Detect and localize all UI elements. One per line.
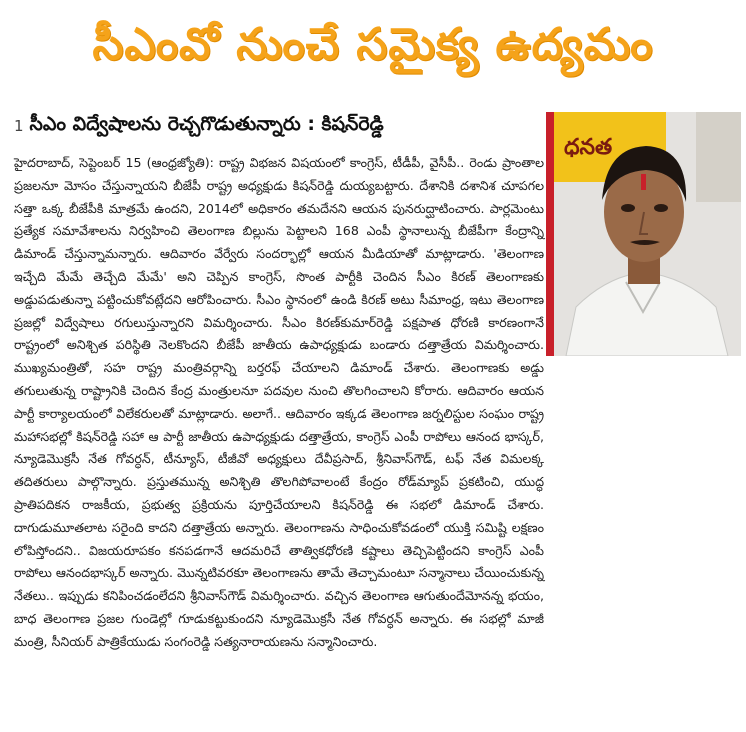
- banner-text: ధనత: [564, 135, 613, 160]
- subheading-number: 1: [14, 117, 24, 135]
- article-body: [14, 152, 544, 654]
- article-headline: సీఎంవో నుంచే సమైక్య ఉద్యమం: [92, 19, 654, 70]
- article-paragraph: హైదరాబాద్‌, సెప్టెంబర్‌ 15 (ఆంధ్రజ్యోతి): రాష్ట్ర విభజన విషయంలో కాంగ్రెస్‌, టీడీపీ, వైసీపీ.. రెండు ప్రాంతాల ప్రజలనూ మోసం చేస్తున్నాయని బీజేపీ రాష్ట్ర అధ్యక్షుడు కిషన్‌రెడ్డి దుయ్యబట్టారు. దేశానికి దశానిశ చూపగల సత్తా ఒక్క బీజేపీకి మాత్రమే ఉందని, 2014లో అధికారం తమదేనని ఆయన పునరుద్ఘాటించారు. పార్లమెంటు ప్రత్యేక సమావేశాలను నిర్వహించి తెలంగాణ బిల్లును పెట్టాలని 168 ఎంపీ స్థానాలున్న బీజేపీగా కేంద్రాన్ని డిమాండ్‌ చేస్తున్నామన్నారు. ఆదివారం వేర్వేరు సందర్భాల్లో ఆయన మీడియాతో మాట్లాడారు. 'తెలంగాణ ఇచ్చేది మేమే తెచ్చేది మేమే' అని చెప్పిన కాంగ్రెస్‌, సొంత పార్టీకి చెందిన సీఎం కిరణ్‌ తెలంగాణకు అడ్డుపడుతున్నా పట్టించుకోవట్లేదని ఆరోపించారు. సీఎం స్థానంలో ఉండి కిరణ్‌ అటు సీమాంధ్ర, ఇటు తెలంగాణ ప్రజల్లో విద్వేషాలు రగులుస్తున్నారని విమర్శించారు. సీఎం కిరణ్‌కుమార్‌రెడ్డి పక్షపాత ధోరణి కారణంగానే రాష్ట్రంలో అనిశ్చిత పరిస్థితి నెలకొందని బీజేపీ జాతీయ ఉపాధ్యక్షుడు బండారు దత్తాత్రేయ విమర్శించారు. ముఖ్యమంత్రితో, సహ రాష్ట్ర మంత్రివర్గాన్ని బర్తరఫ్‌ చేయాలని డిమాండ్‌ చేశారు. తెలంగాణకు అడ్డు తగులుతున్న రాష్ట్రానికి చెందిన కేంద్ర మంత్రులనూ పదవుల నుంచి తొలగించాలని కోరారు. ఆదివారం ఆయన పార్టీ కార్యాలయంలో విలేకరులతో మాట్లాడారు. అలాగే.. ఆదివారం ఇక్కడ తెలంగాణ జర్నలిస్టుల సంఘం రాష్ట్ర మహాసభల్లో కిషన్‌రెడ్డి సహా ఆ పార్టీ జాతీయ ఉపాధ్యక్షుడు దత్తాత్రేయ, కాంగ్రెస్‌ ఎంపీ రాపోలు ఆనంద భాస్కర్‌, న్యూడెమొక్రసీ నేత గోవర్ధన్‌, టీన్యూస్‌, టీజీవో అధ్యక్షులు దేవీప్రసాద్‌, శ్రీనివాస్‌గౌడ్‌, టఫ్‌ నేత విమలక్క తదితరులు పాల్గొన్నారు. ప్రస్తుతమున్న అనిశ్చితి తొలగిపోవాలంటే కేంద్రం రోడ్‌మ్యాప్‌ ప్రకటించి, యుద్ధ ప్రాతిపదికన రాజకీయ, ప్రభుత్వ ప్రక్రియను పూర్తిచేయాలని కిషన్‌రెడ్డి ఈ సభలో డిమాండ్‌ చేశారు. దాగుడుమూతలాట సరైంది కాదని దత్తాత్రేయ అన్నారు. తెలంగాణను సాధించుకోవడంలో యుక్తి సమిష్టి లక్షణం లోపిస్తోందని.. విజయరూపకం కనపడగానే ఆదమరిచే తాత్వికధోరణి కష్టాలు తెచ్చిపెట్టిందని కాంగ్రెస్‌ ఎంపీ రాపోలు ఆనందభాస్కర్‌ అన్నారు. మొన్నటివరకూ తెలంగాణను తామే తెచ్చామంటూ సన్మానాలు చేయించుకున్న నేతలు.. ఇప్పుడు కనిపించడంలేదని శ్రీనివాస్‌గౌడ్‌ విమర్శించారు. వచ్చిన తెలంగాణ ఆగుతుందేమోనన్న భయం, బాధ తెలంగాణ ప్రజల గుండెల్లో గూడుకట్టుకుందని న్యూడెమొక్రసీ నేత గోవర్ధన్‌ అన్నారు. ఈ సభల్లో మాజీ మంత్రి, సీనియర్‌ పాత్రికేయుడు సంగంరెడ్డి సత్యనారాయణను సన్మానించారు.: [14, 155, 544, 649]
- speaker-photo: [546, 112, 741, 356]
- banner-red-strip: [546, 112, 554, 356]
- article-subheading: [14, 108, 539, 144]
- subheading-title: సీఎం విద్వేషాలను రెచ్చగొడుతున్నారు : కిషన్‌రెడ్డి: [29, 112, 384, 135]
- portrait-illustration: [546, 112, 741, 356]
